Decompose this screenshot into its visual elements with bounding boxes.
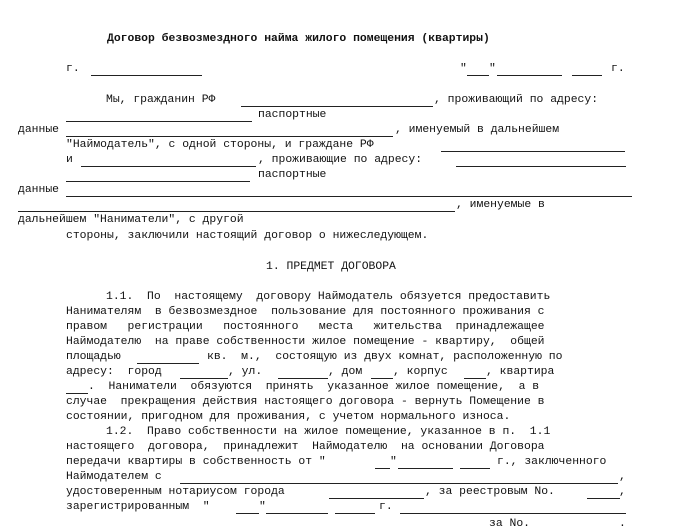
street-blank[interactable] (278, 378, 328, 379)
building-blank[interactable] (464, 378, 486, 379)
named-label-1: , именуемый в дальнейшем (395, 124, 560, 136)
tenant-passport-blank-1[interactable] (66, 196, 632, 197)
counterparty-blank[interactable] (180, 483, 618, 484)
clause-1-1-line-7: . Наниматели обязуются принять указанное жилое помещение, а в (88, 381, 540, 393)
transfer-year-blank[interactable] (460, 468, 490, 469)
area-blank[interactable] (137, 363, 199, 364)
date-year-blank[interactable] (572, 75, 602, 76)
area-rest-text: кв. м., состоящую из двух комнат, расположенную по (207, 351, 563, 363)
landlord-passport-blank[interactable] (66, 136, 393, 137)
final-period: . (619, 518, 626, 530)
registry-label: , за реестровым No. (425, 486, 555, 498)
transfer-date-label: передачи квартиры в собственность от " (66, 456, 326, 468)
tenants-party-text: дальнейшем "Наниматели", с другой (18, 214, 244, 226)
address-city-label: адресу: город (66, 366, 162, 378)
date-month-blank[interactable] (497, 75, 562, 76)
clause-1-2-line-1: 1.2. Право собственности на жилое помещение, указанное в п. 1.1 (106, 426, 551, 438)
registered-day-blank[interactable] (236, 513, 259, 514)
registered-year-label: г. (379, 501, 393, 513)
date-open-quote: " (460, 63, 467, 75)
intro-citizen-label: Мы, гражданин РФ (106, 94, 216, 106)
clause-1-1-line-2: Нанимателям в безвозмездное пользование для постоянного проживания с (66, 306, 545, 318)
transfer-concluded-label: г., заключенного (497, 456, 607, 468)
landlord-party-text: "Наймодатель", с одной стороны, и граждане РФ (66, 139, 374, 151)
tenant-name-blank-1[interactable] (441, 151, 625, 152)
data-label-2: данные (18, 184, 60, 196)
data-label-1: данные (18, 124, 60, 136)
clause-1-1-line-4: Наймодателю на праве собственности жилое помещение - квартиру, общей (66, 336, 545, 348)
registered-close-quote: " (259, 501, 266, 513)
notary-label: удостоверенным нотариусом города (66, 486, 285, 498)
city-label: г. (66, 63, 80, 75)
clause-1-1-line-8: случае прекращения действия настоящего договора - вернуть Помещение в (66, 396, 545, 408)
date-day-blank[interactable] (467, 75, 489, 76)
comma-2: , (619, 486, 626, 498)
intro-living-label: , проживающий по адресу: (434, 94, 599, 106)
registered-by-blank[interactable] (400, 513, 626, 514)
apartment-label: , квартира (486, 366, 555, 378)
comma-1: , (619, 471, 626, 483)
landlord-name-blank[interactable] (241, 106, 433, 107)
passport-label-2: паспортные (258, 169, 327, 181)
registered-year-blank[interactable] (335, 513, 375, 514)
landlord-with-label: Наймодателем с (66, 471, 162, 483)
transfer-month-blank[interactable] (398, 468, 453, 469)
passport-label-1: паспортные (258, 109, 327, 121)
landlord-address-blank[interactable] (66, 121, 252, 122)
apartment-blank[interactable] (66, 393, 88, 394)
date-close-quote: " (489, 63, 496, 75)
clause-1-1-line-3: правом регистрации постоянного места жительства принадлежащее (66, 321, 545, 333)
registered-month-blank[interactable] (266, 513, 328, 514)
tenant-address-blank-1[interactable] (456, 166, 626, 167)
registered-label: зарегистрированным " (66, 501, 210, 513)
clause-1-2-line-2: настоящего договора, принадлежит Наймодателю на основании Договора (66, 441, 545, 453)
year-label: г. (611, 63, 625, 75)
street-label: , ул. (228, 366, 263, 378)
and-label: и (66, 154, 73, 166)
tenant-address-blank-2[interactable] (66, 181, 250, 182)
document-title: Договор безвозмездного найма жилого помещения (квартиры) (107, 33, 490, 45)
transfer-close-quote: " (390, 456, 397, 468)
registry-number-blank[interactable] (587, 498, 620, 499)
named-label-2: , именуемые в (456, 199, 545, 211)
tenant-passport-blank-2[interactable] (18, 211, 455, 212)
transfer-day-blank[interactable] (375, 468, 390, 469)
tenants-living-label: , проживающие по адресу: (258, 154, 423, 166)
house-label: , дом (328, 366, 363, 378)
notary-city-blank[interactable] (329, 498, 424, 499)
building-label: , корпус (393, 366, 448, 378)
clause-1-1-line-9: состоянии, пригодном для проживания, с учетом нормального износа. (66, 411, 511, 423)
house-blank[interactable] (371, 378, 393, 379)
city-blank[interactable] (91, 75, 202, 76)
parties-agreed-text: стороны, заключили настоящий договор о нижеследующем. (66, 230, 429, 242)
section-heading: 1. ПРЕДМЕТ ДОГОВОРА (266, 261, 396, 273)
area-label: площадью (66, 351, 121, 363)
clause-1-1-line-1: 1.1. По настоящему договору Наймодатель обязуется предоставить (106, 291, 551, 303)
registration-number-label: за No. (489, 518, 531, 530)
address-city-blank[interactable] (180, 378, 228, 379)
tenant-name-blank-2[interactable] (81, 166, 256, 167)
